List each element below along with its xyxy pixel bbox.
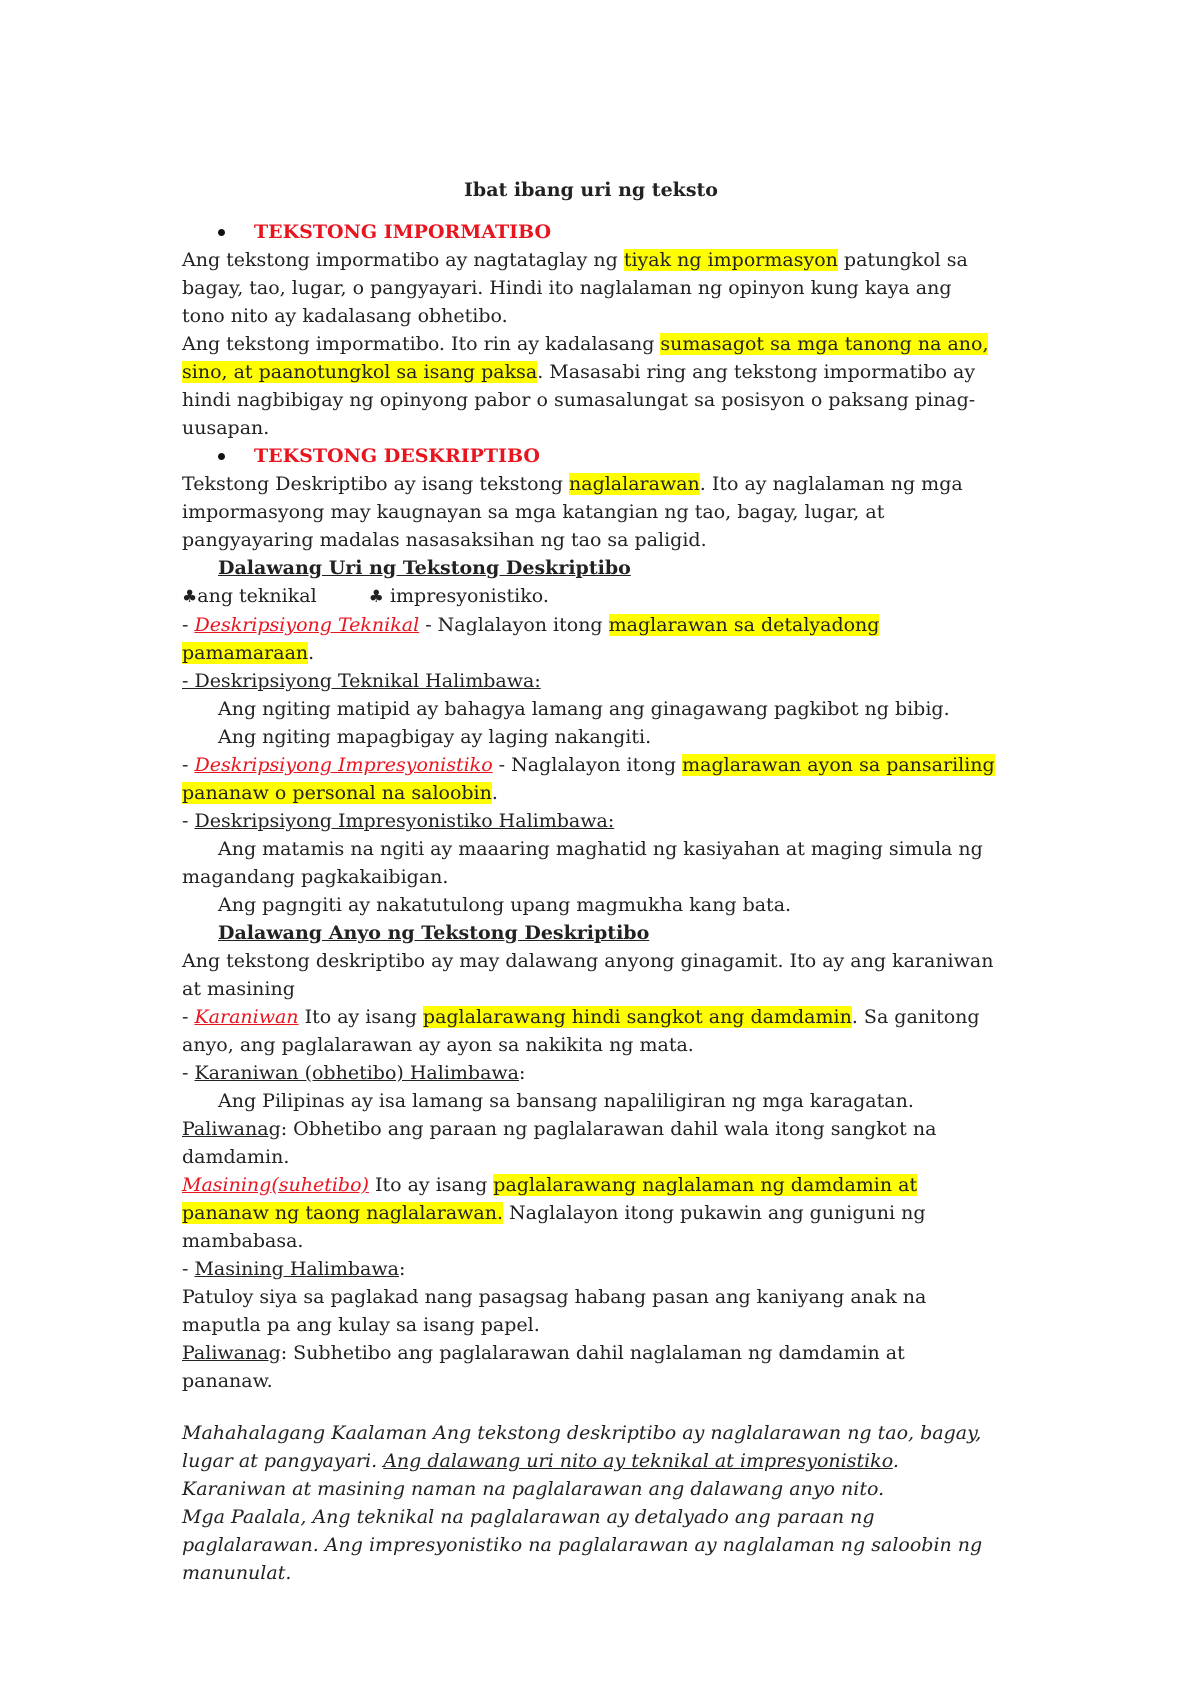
example-label-line: - Masining Halimbawa: xyxy=(182,1258,406,1280)
underlined-text: Ang dalawang uri nito ay teknikal at impresyonistiko xyxy=(383,1450,893,1472)
term-karaniwan: Karaniwan xyxy=(194,1006,299,1028)
bullet-icon xyxy=(218,453,225,460)
spacer xyxy=(182,1395,1000,1419)
section-heading-deskriptibo xyxy=(182,442,1000,470)
paragraph: - Deskripsiyong Teknikal - Naglalayon itong maglarawan sa detalyadong pamamaraan. xyxy=(182,614,880,664)
paragraph: - Karaniwan Ito ay isang paglalarawang hindi sangkot ang damdamin. Sa ganitong anyo, ang paglalarawan ay ayon sa nakikita ng mata. xyxy=(182,1006,980,1056)
term-teknikal: Deskripsiyong Teknikal xyxy=(194,614,420,636)
example-label-line: - Deskripsiyong Impresyonistiko Halimbawa: xyxy=(182,810,615,832)
uri-item: impresyonistiko. xyxy=(389,585,549,607)
highlight: paglalarawang naglalaman ng damdamin at pananaw ng taong naglalarawan. xyxy=(182,1174,918,1224)
document-title: Ibat ibang uri ng teksto xyxy=(464,179,718,201)
highlight: maglarawan ayon sa pansariling pananaw o personal na saloobin xyxy=(182,754,995,804)
section-heading-impormatibo xyxy=(182,218,1000,246)
highlight: sumasagot sa mga tanong na ano, sino, at paanotungkol sa isang paksa xyxy=(182,333,989,383)
text: . Karaniwan at masining naman na paglalarawan ang dalawang anyo nito. xyxy=(182,1450,899,1500)
paragraph xyxy=(182,1171,1000,1255)
example-text: Ang matamis na ngiti ay maaaring maghatid ng kasiyahan at maging simula ng magandang pagkakaibigan. xyxy=(182,838,983,888)
example-label-line: - Karaniwan (obhetibo) Halimbawa: xyxy=(182,1062,526,1084)
text: Naglalayon itong pukawin ang guniguni ng mambabasa. xyxy=(182,1202,926,1252)
example-text: Ang ngiting mapagbigay ay laging nakangiti. xyxy=(218,726,652,748)
subheading-anyo: Dalawang Anyo ng Tekstong Deskriptibo xyxy=(218,922,650,944)
heading-text: TEKSTONG IMPORMATIBO xyxy=(254,221,552,243)
text: . Ito ay naglalaman ng mga impormasyong may kaugnayan sa mga katangian ng tao, bagay, lugar, at pangyayaring madalas nasasaksihan ng tao sa paligid. xyxy=(182,473,963,551)
paragraph: - Deskripsiyong Impresyonistiko - Naglalayon itong maglarawan ayon sa pansariling pananaw o personal na saloobin. xyxy=(182,754,995,804)
paragraph xyxy=(182,470,1000,554)
text: . Masasabi ring ang tekstong impormatibo ay hindi nagbibigay ng opinyong pabor o sumasalungat sa posisyon o paksang pinag-uusapan. xyxy=(182,361,976,439)
text: Ang tekstong impormatibo ay nagtataglay ng xyxy=(182,249,624,271)
text: - Naglalayon itong xyxy=(419,614,609,636)
notes-paragraph: Mga Paalala, Ang teknikal na paglalarawan ay detalyado ang paraan ng paglalarawan. Ang impresyonistiko na paglalarawan ay naglalaman ng saloobin ng manunulat. xyxy=(182,1506,983,1584)
text: Ito ay isang xyxy=(298,1006,423,1028)
term-impresyonistiko: Deskripsiyong Impresyonistiko xyxy=(194,754,493,776)
bullet-icon xyxy=(218,229,225,236)
highlight: maglarawan sa detalyadong pamamaraan xyxy=(182,614,880,664)
paliwanag-line xyxy=(182,1115,1000,1171)
text: . xyxy=(308,642,315,664)
example-text: Ang ngiting matipid ay bahagya lamang ang ginagawang pagkibot ng bibig. xyxy=(218,698,950,720)
example-label: Karaniwan (obhetibo) Halimbawa xyxy=(194,1062,519,1084)
term-masining: Masining(suhetibo) xyxy=(182,1174,369,1196)
example-label: - Deskripsiyong Teknikal Halimbawa: xyxy=(182,670,541,692)
paragraph xyxy=(182,330,1000,442)
text: Tekstong Deskriptibo ay isang tekstong xyxy=(182,473,569,495)
uri-item: ang teknikal xyxy=(197,585,317,607)
paragraph xyxy=(182,246,1000,330)
text: - Naglalayon itong xyxy=(492,754,683,776)
highlight: paglalarawang hindi sangkot ang damdamin xyxy=(422,1006,852,1028)
text: : Subhetibo ang paglalarawan dahil naglalaman ng damdamin at pananaw. xyxy=(182,1342,905,1392)
subheading-uri: Dalawang Uri ng Tekstong Deskriptibo xyxy=(218,557,631,579)
example-text: Ang pagngiti ay nakatutulong upang magmukha kang bata. xyxy=(218,894,792,916)
text: . Sa ganitong anyo, ang paglalarawan ay ayon sa nakikita ng mata. xyxy=(182,1006,980,1056)
example-label: Deskripsiyong Impresyonistiko Halimbawa: xyxy=(194,810,615,832)
paliwanag-label: Paliwanag xyxy=(182,1342,281,1364)
text: patungkol sa bagay, tao, lugar, o pangyayari. Hindi ito naglalaman ng opinyon kung kaya ang tono nito ay kadalasang obhetibo. xyxy=(182,249,968,327)
paliwanag-line xyxy=(182,1339,1000,1395)
paragraph: Ang tekstong deskriptibo ay may dalawang anyong ginagamit. Ito ay ang karaniwan at masining xyxy=(182,950,994,1000)
text: : Obhetibo ang paraan ng paglalarawan dahil wala itong sangkot na damdamin. xyxy=(182,1118,937,1168)
text: Ang tekstong impormatibo. Ito rin ay kadalasang xyxy=(182,333,661,355)
highlight: naglalarawan xyxy=(569,473,700,495)
notes-paragraph xyxy=(182,1419,1000,1503)
text: Mahahalagang Kaalaman Ang tekstong deskriptibo ay naglalarawan ng tao, bagay, lugar at pangyayari. xyxy=(182,1422,982,1472)
heading-text: TEKSTONG DESKRIPTIBO xyxy=(254,445,540,467)
text: Ito ay isang xyxy=(368,1174,494,1196)
uri-list xyxy=(182,582,1000,611)
club-icon: ♣ xyxy=(368,587,384,607)
example-text: Ang Pilipinas ay isa lamang sa bansang napaliligiran ng mga karagatan. xyxy=(218,1090,914,1112)
highlight: tiyak ng impormasyon xyxy=(623,249,838,271)
text: . xyxy=(491,782,498,804)
paliwanag-label: Paliwanag xyxy=(182,1118,281,1140)
example-text: Patuloy siya sa paglakad nang pasagsag habang pasan ang kaniyang anak na maputla pa ang kulay sa isang papel. xyxy=(182,1286,927,1336)
example-label: Masining Halimbawa xyxy=(194,1258,399,1280)
club-icon: ♣ xyxy=(182,587,198,607)
